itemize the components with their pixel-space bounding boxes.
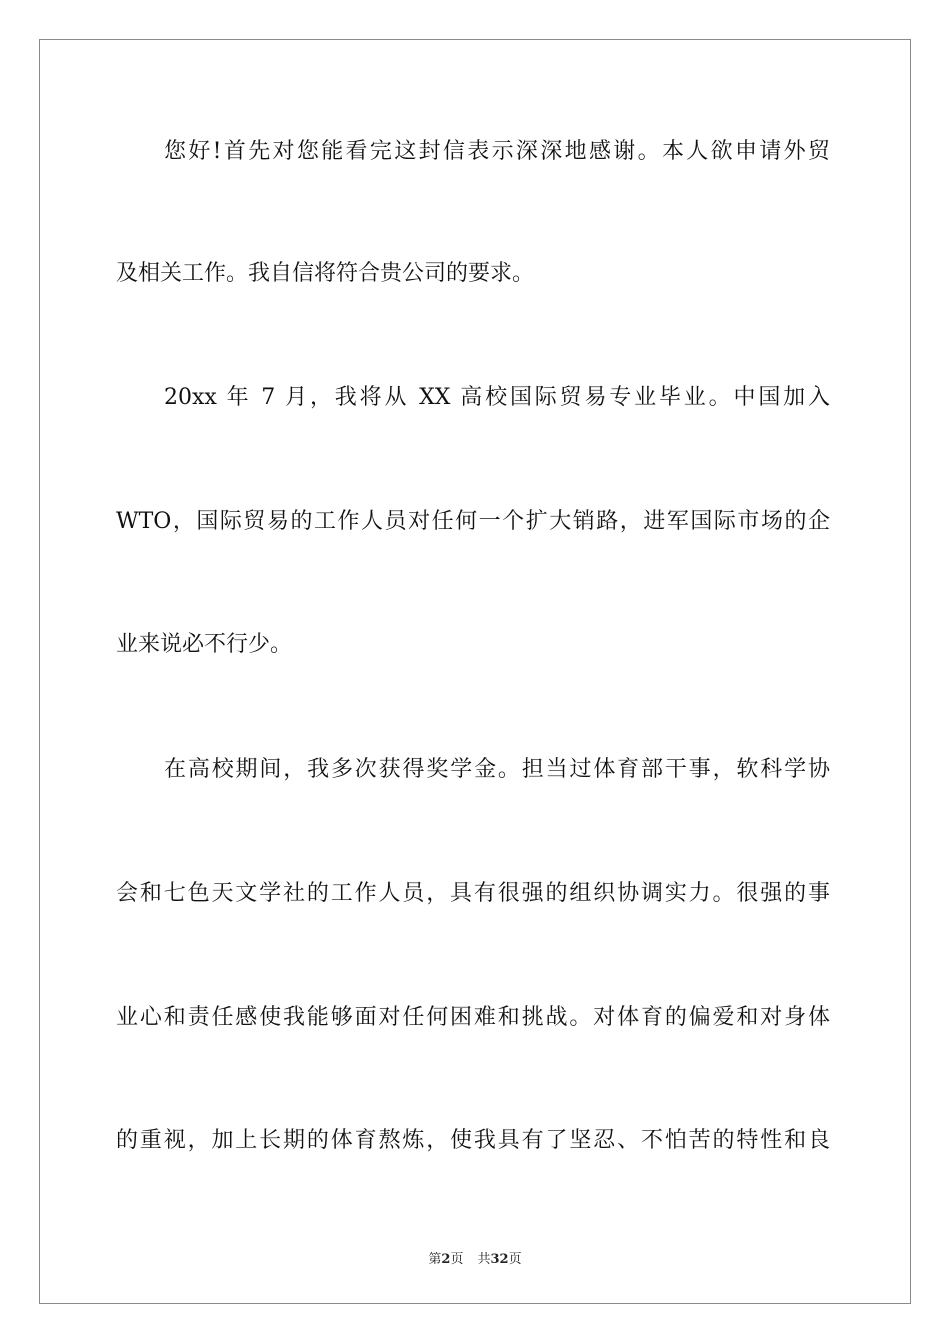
total-suffix: 页	[508, 1252, 522, 1267]
page-current: 2	[441, 1252, 451, 1267]
paragraph-line: 的重视，加上长期的体育熬炼，使我具有了坚忍、不怕苦的特性和良	[116, 1128, 830, 1153]
total-prefix: 共	[477, 1252, 491, 1267]
paragraph-line: 业来说必不行少。	[116, 632, 293, 657]
paragraph-line: 您好!首先对您能看完这封信表示深深地感谢。本人欲申请外贸	[164, 139, 830, 164]
paragraph-line: 业心和责任感使我能够面对任何困难和挑战。对体育的偏爱和对身体	[116, 1005, 830, 1030]
paragraph-line: 在高校期间，我多次获得奖学金。担当过体育部干事，软科学协	[164, 757, 830, 782]
paragraph-line: 会和七色天文学社的工作人员，具有很强的组织协调实力。很强的事	[116, 881, 830, 906]
paragraph-line: 20xx 年 7 月，我将从 XX 高校国际贸易专业毕业。中国加入	[164, 385, 830, 410]
page-footer	[0, 1248, 950, 1267]
page-prefix: 第	[428, 1252, 442, 1267]
paragraph-line: WTO，国际贸易的工作人员对任何一个扩大销路，进军国际市场的企	[116, 509, 830, 534]
paragraph-line: 及相关工作。我自信将符合贵公司的要求。	[116, 261, 535, 286]
page-total: 32	[490, 1252, 509, 1267]
page-suffix: 页	[450, 1252, 464, 1267]
page-border	[39, 39, 911, 1304]
